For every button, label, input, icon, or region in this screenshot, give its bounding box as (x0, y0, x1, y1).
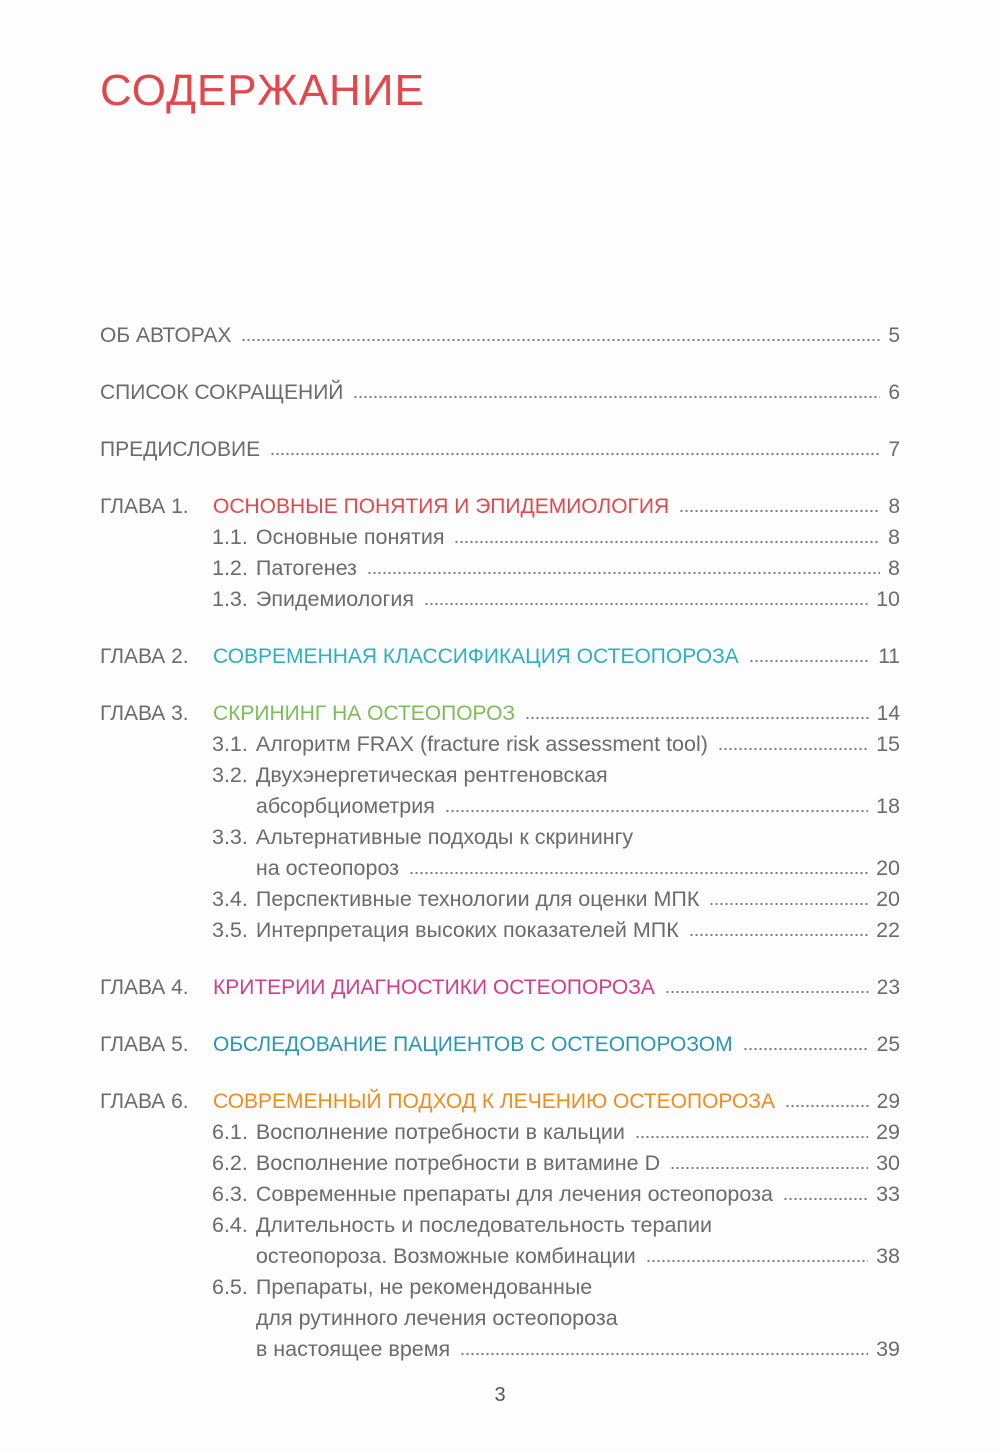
section-title: Основные понятия (255, 525, 445, 549)
section-title-text: для рутинного лечения остеопороза (255, 1306, 618, 1330)
dot-leader (646, 1258, 868, 1264)
section-title: Перспективные технологии для оценки МПК (255, 887, 700, 911)
toc-page-number: 8 (888, 495, 900, 518)
page-title: СОДЕРЖАНИЕ (100, 66, 425, 115)
toc-section-entry[interactable] (100, 553, 900, 584)
dot-leader (445, 808, 868, 814)
toc-section-entry[interactable] (100, 760, 900, 822)
toc-page-number: 25 (876, 1033, 900, 1056)
dot-leader (665, 989, 869, 995)
section-title-text: остеопороза. Возможные комбинации (255, 1244, 636, 1268)
toc-front-entry[interactable] (100, 320, 900, 351)
section-title-text: абсорбциометрия (255, 794, 435, 818)
toc-entry-title: ОБ АВТОРАХ (100, 324, 232, 347)
toc-section-entry[interactable] (100, 1148, 900, 1179)
toc-section-entry[interactable] (100, 915, 900, 946)
section-title-text: на остеопороз (255, 856, 400, 880)
toc-page-number: 30 (876, 1151, 900, 1175)
toc-entry-title: ПРЕДИСЛОВИЕ (100, 438, 261, 461)
section-title-text: Препараты, не рекомендованные (255, 1275, 593, 1299)
dot-leader (353, 394, 880, 400)
section-title-line (256, 1334, 900, 1365)
section-number: 3.5. (212, 918, 248, 942)
section-number: 3.1. (212, 732, 248, 756)
dot-leader (679, 508, 880, 514)
toc-page-number: 8 (888, 556, 900, 580)
toc-page-number: 8 (888, 525, 900, 549)
section-title: Патогенез (255, 556, 357, 580)
dot-leader (689, 932, 868, 938)
toc-section-entry[interactable] (100, 522, 900, 553)
chapter-number: ГЛАВА 2. (100, 645, 189, 668)
toc-page-number: 20 (876, 887, 900, 911)
section-title-line (256, 760, 900, 791)
section-title-line (256, 1210, 900, 1241)
toc-chapter-entry[interactable] (100, 491, 900, 522)
chapter-title: ОСНОВНЫЕ ПОНЯТИЯ И ЭПИДЕМИОЛОГИЯ (213, 495, 670, 518)
toc-entry-title: СПИСОК СОКРАЩЕНИЙ (100, 381, 344, 404)
toc-page-number: 39 (876, 1337, 900, 1361)
dot-leader (460, 1351, 868, 1357)
dot-leader (270, 451, 880, 457)
toc-chapter-entry[interactable] (100, 972, 900, 1003)
toc-page-number: 7 (888, 438, 900, 461)
section-title-line (256, 853, 900, 884)
chapter-number: ГЛАВА 1. (100, 495, 189, 518)
section-title: Восполнение потребности в кальции (255, 1120, 625, 1144)
dot-leader (635, 1134, 868, 1140)
table-of-contents (100, 320, 900, 1365)
toc-section-entry[interactable] (100, 584, 900, 615)
toc-front-entry[interactable] (100, 377, 900, 408)
toc-page-number: 6 (888, 381, 900, 404)
section-title (256, 822, 900, 884)
dot-leader (367, 570, 880, 576)
section-title-line (256, 822, 900, 853)
chapter-number: ГЛАВА 3. (100, 702, 189, 725)
section-title-line (256, 1303, 900, 1334)
toc-section-entry[interactable] (100, 729, 900, 760)
toc-page-number: 20 (876, 856, 900, 880)
dot-leader (709, 901, 868, 907)
section-title-text: Двухэнергетическая рентгеновская (255, 763, 608, 787)
dot-leader (783, 1196, 868, 1202)
section-title: Алгоритм FRAX (fracture risk assessment tool) (255, 732, 708, 756)
chapter-title: КРИТЕРИИ ДИАГНОСТИКИ ОСТЕОПОРОЗА (213, 976, 655, 999)
toc-section-entry[interactable] (100, 1179, 900, 1210)
section-title-line (256, 1272, 900, 1303)
section-title-line (256, 791, 900, 822)
dot-leader (241, 337, 880, 343)
section-title (256, 1210, 900, 1272)
toc-section-entry[interactable] (100, 1210, 900, 1272)
page-number: 3 (494, 1384, 506, 1406)
section-number: 6.3. (212, 1182, 248, 1206)
toc-page-number: 29 (876, 1120, 900, 1144)
dot-leader (670, 1165, 868, 1171)
toc-page-number: 22 (876, 918, 900, 942)
toc-section-entry[interactable] (100, 884, 900, 915)
section-number: 3.4. (212, 887, 248, 911)
toc-page-number: 11 (878, 645, 900, 668)
toc-page-number: 29 (876, 1090, 900, 1113)
dot-leader (749, 658, 870, 664)
chapter-title: ОБСЛЕДОВАНИЕ ПАЦИЕНТОВ С ОСТЕОПОРОЗОМ (213, 1033, 733, 1056)
chapter-title: СКРИНИНГ НА ОСТЕОПОРОЗ (213, 702, 516, 725)
section-title: Интерпретация высоких показателей МПК (255, 918, 679, 942)
toc-chapter-entry[interactable] (100, 698, 900, 729)
toc-page-number: 38 (876, 1244, 900, 1268)
section-title (256, 760, 900, 822)
section-number: 1.1. (212, 525, 248, 549)
dot-leader (409, 870, 868, 876)
dot-leader (785, 1103, 869, 1109)
dot-leader (718, 746, 868, 752)
section-number: 1.3. (212, 587, 248, 611)
chapter-number: ГЛАВА 5. (100, 1033, 189, 1056)
toc-page-number: 10 (876, 587, 900, 611)
dot-leader (424, 601, 868, 607)
dot-leader (743, 1046, 869, 1052)
section-number: 6.5. (212, 1275, 248, 1299)
section-title-line (256, 1241, 900, 1272)
toc-front-entry[interactable] (100, 434, 900, 465)
toc-chapter-entry[interactable] (100, 641, 900, 672)
section-title-text: в настоящее время (255, 1337, 451, 1361)
chapter-title: СОВРЕМЕННЫЙ ПОДХОД К ЛЕЧЕНИЮ ОСТЕОПОРОЗА (213, 1090, 775, 1113)
section-title: Восполнение потребности в витамине D (255, 1151, 661, 1175)
section-number: 3.2. (212, 763, 248, 787)
toc-page-number: 33 (876, 1182, 900, 1206)
section-title: Эпидемиология (255, 587, 414, 611)
section-title-text: Альтернативные подходы к скринингу (255, 825, 634, 849)
section-title (256, 1272, 900, 1365)
toc-page-number: 18 (876, 794, 900, 818)
toc-page-number: 5 (888, 324, 900, 347)
dot-leader (454, 539, 880, 545)
section-title-text: Длительность и последовательность терапии (255, 1213, 713, 1237)
toc-section-entry[interactable] (100, 1117, 900, 1148)
section-number: 6.1. (212, 1120, 248, 1144)
toc-page-number: 14 (876, 702, 900, 725)
chapter-number: ГЛАВА 4. (100, 976, 189, 999)
section-number: 1.2. (212, 556, 248, 580)
section-number: 3.3. (212, 825, 248, 849)
toc-section-entry[interactable] (100, 1272, 900, 1365)
toc-chapter-entry[interactable] (100, 1029, 900, 1060)
chapter-title: СОВРЕМЕННАЯ КЛАССИФИКАЦИЯ ОСТЕОПОРОЗА (213, 645, 739, 668)
section-title: Современные препараты для лечения остеопороза (255, 1182, 773, 1206)
dot-leader (525, 715, 869, 721)
chapter-number: ГЛАВА 6. (100, 1090, 189, 1113)
toc-section-entry[interactable] (100, 822, 900, 884)
toc-page-number: 23 (876, 976, 900, 999)
section-number: 6.4. (212, 1213, 248, 1237)
toc-chapter-entry[interactable] (100, 1086, 900, 1117)
toc-page-number: 15 (876, 732, 900, 756)
section-number: 6.2. (212, 1151, 248, 1175)
